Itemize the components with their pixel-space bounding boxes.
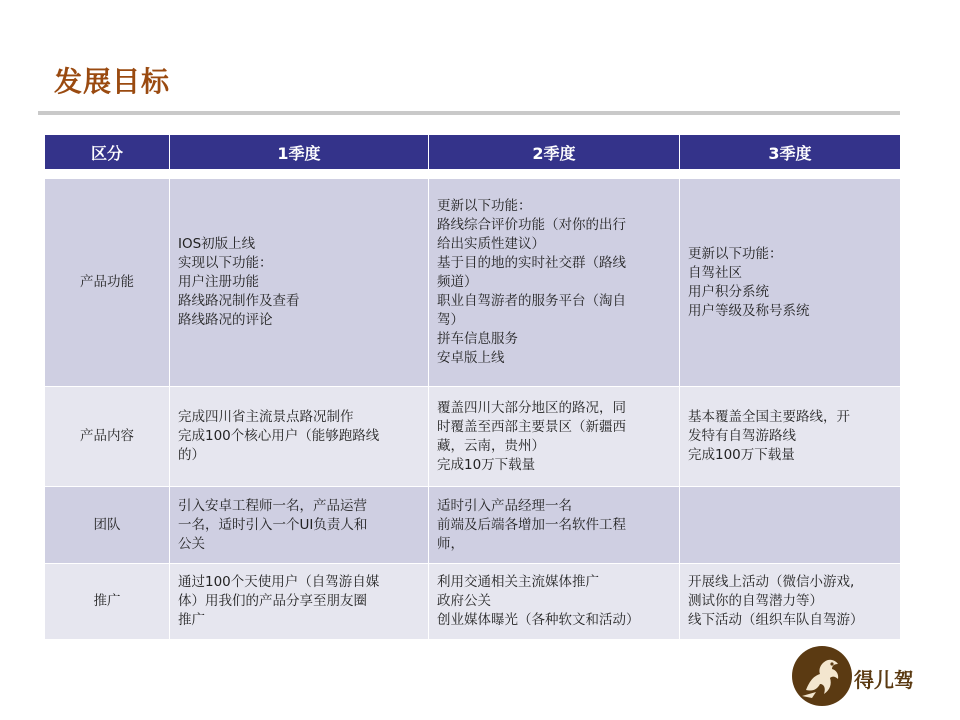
cell-q3 [680,387,901,487]
table-row [45,179,901,387]
table-row [45,564,901,640]
cell-text: 基本覆盖全国主要路线，开 发特有自驾游路线 完成100万下载量 [688,409,850,463]
cell-q1 [170,179,429,387]
row-category: 推广 [45,564,170,640]
cell-text: 开展线上活动（微信小游戏, 测试你的自驾潜力等） 线下活动（组织车队自驾游） [688,574,864,628]
page-title: 发展目标 [54,65,171,98]
brand-logo [792,642,922,712]
cell-text: IOS初版上线 实现以下功能： 用户注册功能 路线路况制作及查看 路线路况的评论 [178,236,300,328]
cell-q2 [429,564,680,640]
cell-q3 [680,179,901,387]
table-header-row [45,135,901,170]
row-category: 团队 [45,487,170,564]
table-row [45,387,901,487]
horse-icon [792,646,852,706]
header-q2: 2季度 [429,135,680,170]
cell-q3 [680,564,901,640]
cell-q3 [680,487,901,564]
title-divider [38,111,900,115]
cell-text: 完成四川省主流景点路况制作 完成100个核心用户（能够跑路线 的） [178,409,380,463]
logo-text: 得儿驾 [854,668,914,692]
row-category: 产品内容 [45,387,170,487]
cell-q2 [429,387,680,487]
cell-q1 [170,564,429,640]
cell-text: 通过100个天使用户（自驾游自媒 体）用我们的产品分享至朋友圈 推广 [178,574,380,628]
cell-text: 利用交通相关主流媒体推广 政府公关 创业媒体曝光（各种软文和活动） [437,574,640,628]
goals-table [44,134,901,640]
cell-text: 更新以下功能： 自驾社区 用户积分系统 用户等级及称号系统 [688,245,810,319]
header-category: 区分 [45,135,170,170]
cell-q1 [170,387,429,487]
cell-text: 覆盖四川大部分地区的路况，同 时覆盖至西部主要景区（新疆西 藏，云南，贵州） 完成10万下载量 [437,399,626,473]
table-row [45,487,901,564]
cell-q1 [170,487,429,564]
header-q1: 1季度 [170,135,429,170]
header-q3: 3季度 [680,135,901,170]
cell-text: 引入安卓工程师一名，产品运营 一名，适时引入一个UI负责人和 公关 [178,497,368,552]
row-category: 产品功能 [45,179,170,387]
cell-text: 更新以下功能： 路线综合评价功能（对你的出行 给出实质性建议） 基于目的地的实时社交群（路线 频道） 职业自驾游者的服务平台（淘自 驾） 拼车信息服务 安卓版上线 [437,198,626,366]
cell-q2 [429,487,680,564]
cell-q2 [429,179,680,387]
cell-text: 适时引入产品经理一名 前端及后端各增加一名软件工程 师， [437,497,626,552]
